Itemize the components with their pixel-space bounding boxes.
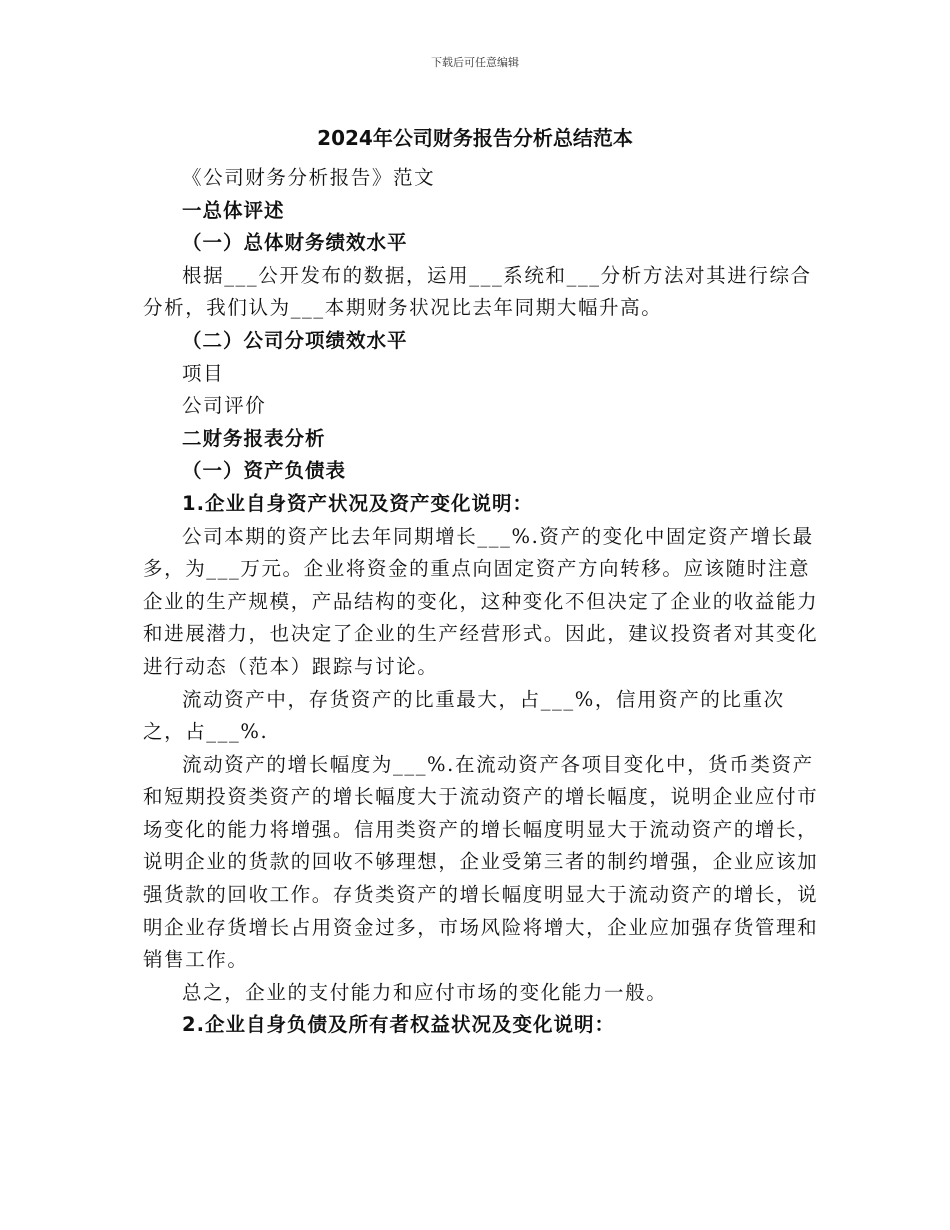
- subtitle: 《公司财务分析报告》范文: [182, 166, 436, 189]
- document-body: [143, 162, 823, 1042]
- subsection-heading-overall-performance: （一）总体财务绩效水平: [182, 231, 408, 255]
- document-title: 2024年公司财务报告分析总结范本: [317, 126, 633, 150]
- section-heading-overall-review: 一总体评述: [182, 198, 285, 222]
- paragraph-asset-growth: 公司本期的资产比去年同期增长___%.资产的变化中固定资产增长最多，为___万元。企业将资金的重点向固定资产方向转移。应该随时注意企业的生产规模，产品结构的变化，这种变化不但决定了企业的收益能力和进展潜力，也决定了企业的生产经营形式。因此，建议投资者对其变化进行动态（范本）跟踪与讨论。: [143, 524, 819, 678]
- paragraph-current-asset-share: 流动资产中，存货资产的比重最大，占___%，信用资产的比重次之，占___%.: [143, 687, 785, 744]
- subsection-heading-itemized-performance: （二）公司分项绩效水平: [182, 328, 408, 352]
- paragraph-summary: 总之，企业的支付能力和应付市场的变化能力一般。: [182, 980, 668, 1004]
- paragraph-overall-analysis: 根据___公开发布的数据，运用___系统和___分析方法对其进行综合分析，我们认为___本期财务状况比去年同期大幅升高。: [143, 263, 812, 320]
- subsection-heading-balance-sheet: （一）资产负债表: [182, 459, 347, 483]
- page-header-note: 下载后可任意编辑: [431, 56, 519, 69]
- company-evaluation-label: 公司评价: [182, 394, 267, 418]
- subheading-liabilities-equity: 2.企业自身负债及所有者权益状况及变化说明：: [182, 1013, 615, 1037]
- paragraph-current-asset-growth: 流动资产的增长幅度为___%.在流动资产各项目变化中，货币类资产和短期投资类资产的增长幅度大于流动资产的增长幅度，说明企业应付市场变化的能力将增强。信用类资产的增长幅度明显大于流动资产的增长，说明企业的货款的回收不够理想，企业受第三者的制约增强，企业应该加强货款的回收工作。存货类资产的增长幅度明显大于流动资产的增长，说明企业存货增长占用资金过多，市场风险将增大，企业应加强存货管理和销售工作。: [143, 752, 819, 972]
- section-heading-statement-analysis: 二财务报表分析: [182, 426, 326, 450]
- subheading-asset-status: 1.企业自身资产状况及资产变化说明：: [182, 491, 533, 515]
- item-label: 项目: [182, 361, 225, 385]
